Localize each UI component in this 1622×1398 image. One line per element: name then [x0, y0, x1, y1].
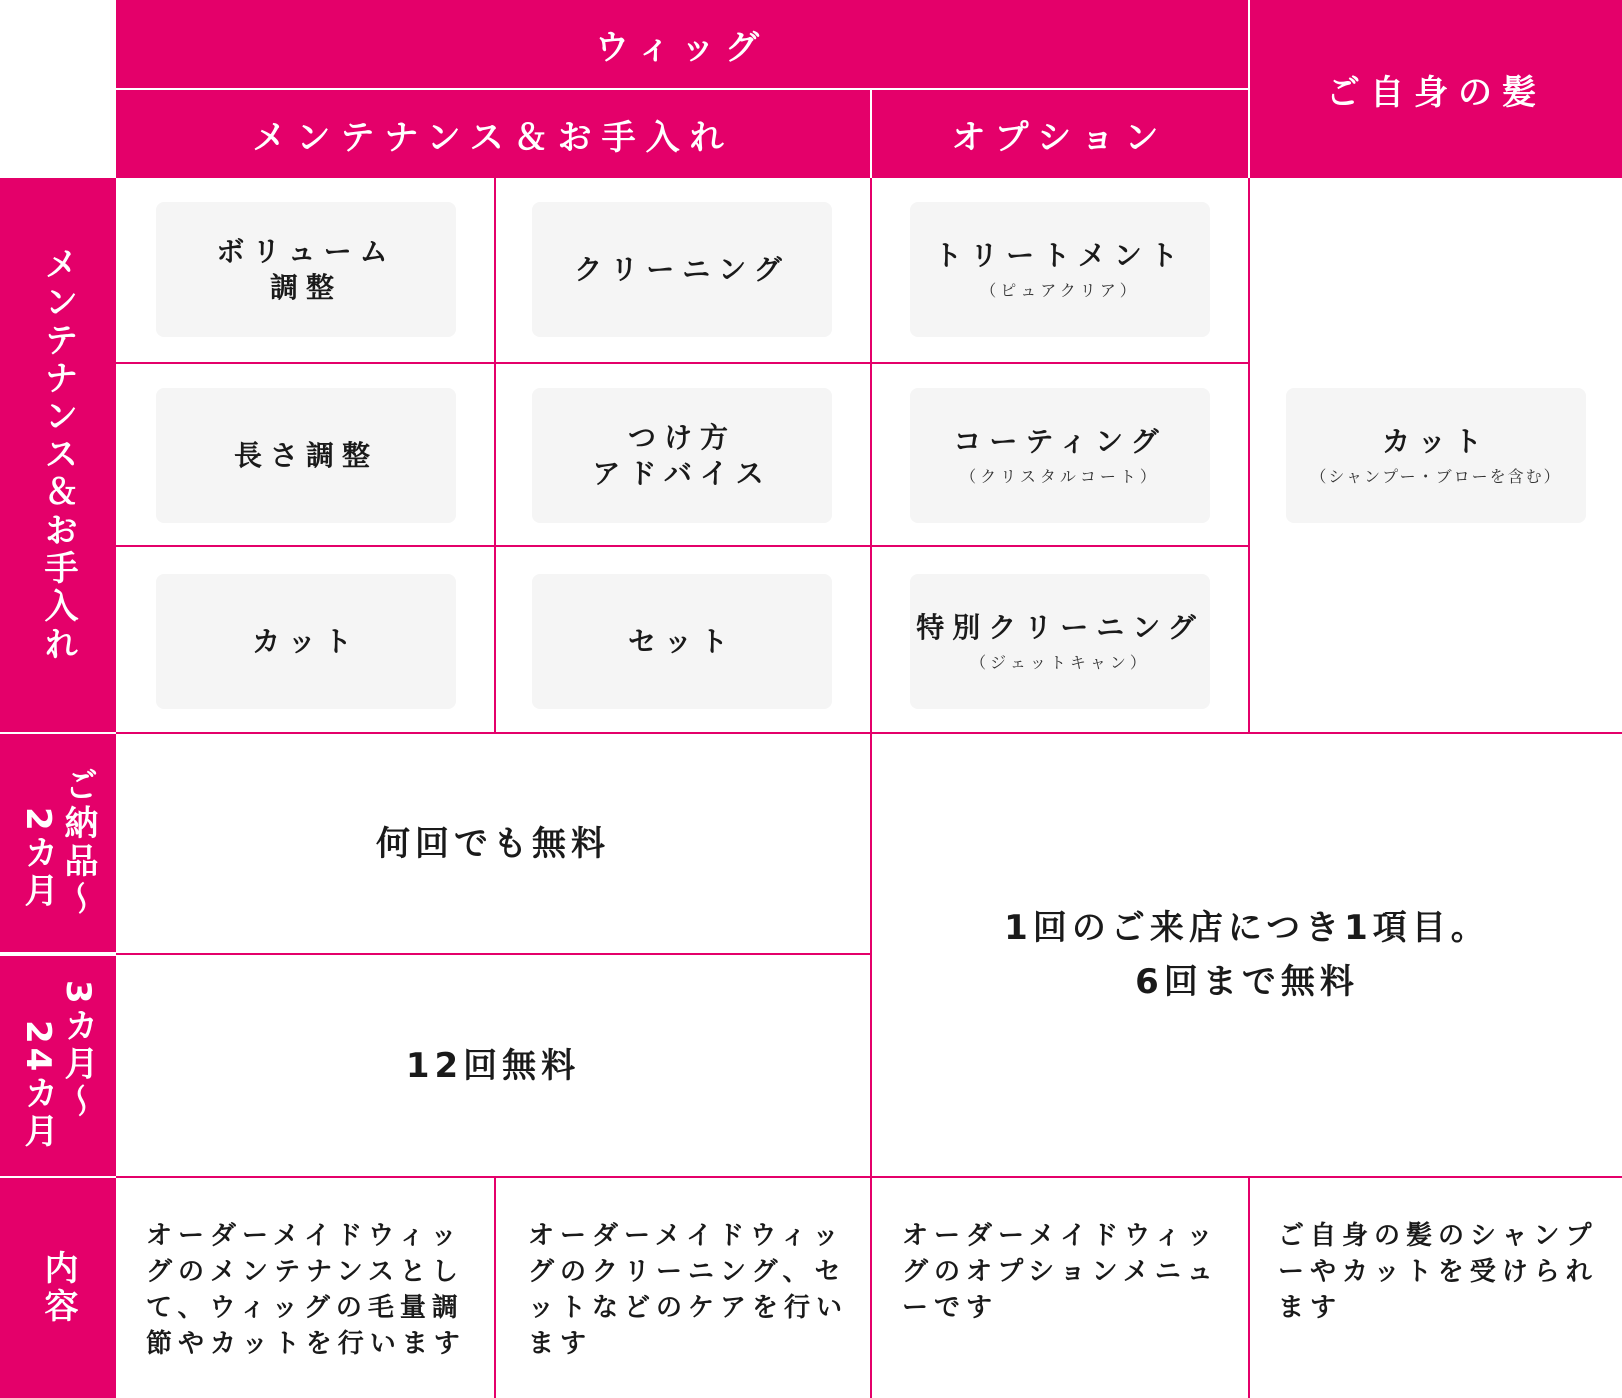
card-volume: ボリューム 調整: [156, 202, 456, 337]
row-label-period2: 3カ月〜 24カ月: [0, 956, 116, 1176]
grid-line: [494, 1176, 496, 1398]
header-own-hair: ご自身の髪: [1250, 0, 1622, 178]
card-advice: つけ方 アドバイス: [532, 388, 832, 523]
pricing-period1: 何回でも無料: [376, 823, 610, 864]
header-wig: ウィッグ: [116, 0, 1248, 88]
pricing-option-own: 1回のご来店につき1項目。 6回まで無料: [1004, 908, 1490, 1002]
card-cleaning: クリーニング: [532, 202, 832, 337]
content-col1: オーダーメイドウィッグのメンテナンスとして、ウィッグの毛量調節やカットを行います: [146, 1221, 466, 1359]
content-col3: オーダーメイドウィッグのオプションメニューです: [902, 1221, 1219, 1323]
content-col2: オーダーメイドウィッグのクリーニング、セットなどのケアを行います: [528, 1221, 849, 1359]
card-own-cut: カット （シャンプー・ブローを含む）: [1286, 388, 1586, 523]
row-label-maintenance: メンテナンス＆お手入れ: [0, 178, 116, 732]
grid-line: [1248, 178, 1250, 732]
grid-line: [494, 178, 496, 732]
header-option: オプション: [872, 90, 1248, 178]
card-length: 長さ調整: [156, 388, 456, 523]
grid-line: [116, 1176, 1622, 1178]
pricing-period2: 12回無料: [405, 1045, 581, 1086]
row-label-period1: ご納品〜 2カ月: [0, 734, 116, 952]
card-special-cleaning: 特別クリーニング （ジェットキャン）: [910, 574, 1210, 709]
content-col4: ご自身の髪のシャンプーやカットを受けられます: [1278, 1221, 1598, 1323]
card-cut: カット: [156, 574, 456, 709]
card-treatment: トリートメント （ピュアクリア）: [910, 202, 1210, 337]
header-maintenance: メンテナンス＆お手入れ: [116, 90, 870, 178]
card-coating: コーティング （クリスタルコート）: [910, 388, 1210, 523]
grid-line: [116, 362, 1248, 364]
grid-line: [116, 545, 1248, 547]
row-label-content: 内容: [0, 1178, 116, 1398]
grid-line: [1248, 1176, 1250, 1398]
card-set: セット: [532, 574, 832, 709]
